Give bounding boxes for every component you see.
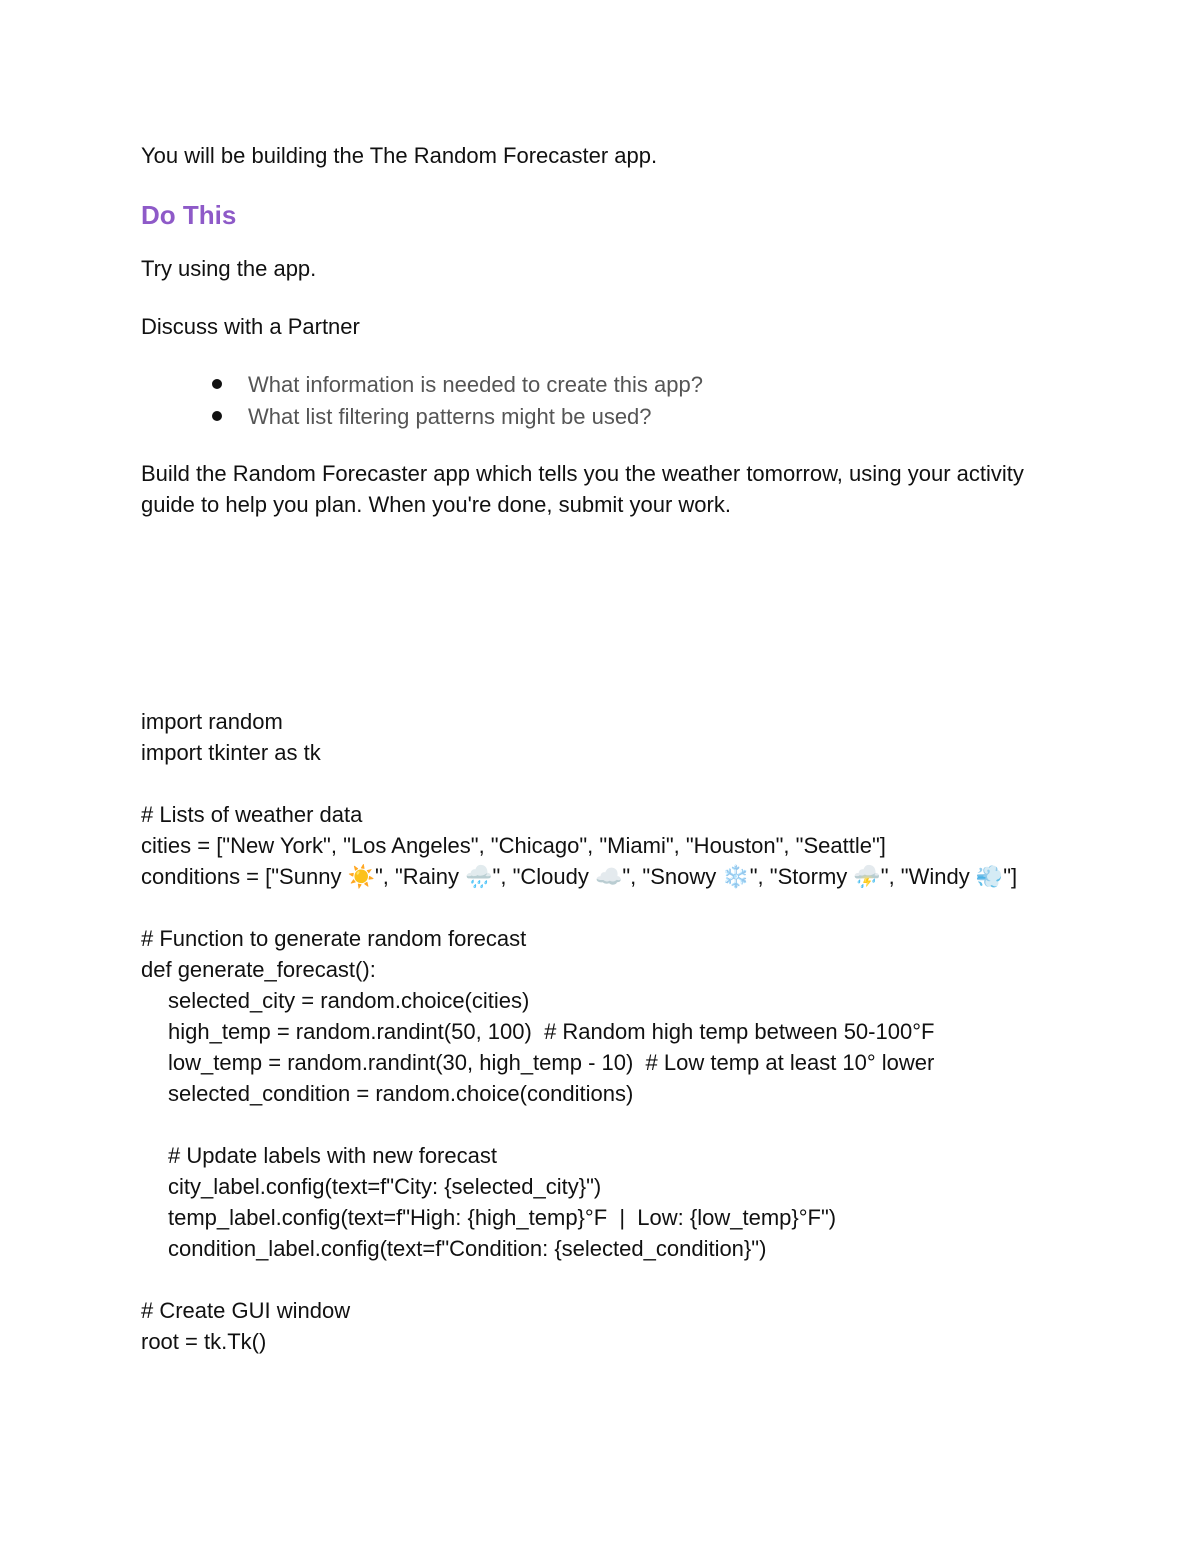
blank-line <box>141 1264 1041 1295</box>
code-comment: # Update labels with new forecast <box>168 1143 497 1168</box>
code-comment: # Function to generate random forecast <box>141 926 527 951</box>
blank-line <box>141 1109 1041 1140</box>
code-line: temp_label.config(text=f"High: {high_temp}°F | Low: {low_temp}°F") <box>168 1205 837 1230</box>
do-this-heading: Do This <box>141 200 237 230</box>
code-comment: # Lists of weather data <box>141 802 363 827</box>
code-comment: # Create GUI window <box>141 1298 351 1323</box>
bullet-text: What list filtering patterns might be used? <box>248 404 652 429</box>
blank-line <box>141 768 1041 799</box>
bullet-text: What information is needed to create this app? <box>248 372 703 397</box>
bullet-icon <box>212 411 222 421</box>
code-line: conditions = ["Sunny ☀️", "Rainy 🌧️", "Cloudy ☁️", "Snowy ❄️", "Stormy ⛈️", "Windy 💨"] <box>141 864 1018 889</box>
intro-text: You will be building the The Random Forecaster app. <box>141 143 658 168</box>
code-line: selected_city = random.choice(cities) <box>168 988 530 1013</box>
code-line: cities = ["New York", "Los Angeles", "Chicago", "Miami", "Houston", "Seattle"] <box>141 833 886 858</box>
code-line: city_label.config(text=f"City: {selected_city}") <box>168 1174 602 1199</box>
code-line: root = tk.Tk() <box>141 1329 267 1354</box>
code-line: condition_label.config(text=f"Condition: {selected_condition}") <box>168 1236 767 1261</box>
list-item <box>212 369 703 400</box>
list-item <box>212 401 652 432</box>
bullet-icon <box>212 379 222 389</box>
blank-line <box>141 892 1041 923</box>
build-instructions: Build the Random Forecaster app which tells you the weather tomorrow, using your activity guide to help you plan. When you're done, submit your work. <box>141 461 1024 517</box>
code-line: high_temp = random.randint(50, 100) # Random high temp between 50-100°F <box>168 1019 935 1044</box>
discuss-text: Discuss with a Partner <box>141 314 360 339</box>
code-line: low_temp = random.randint(30, high_temp - 10) # Low temp at least 10° lower <box>168 1050 935 1075</box>
code-line: import tkinter as tk <box>141 740 321 765</box>
code-line: import random <box>141 709 283 734</box>
code-block <box>141 706 1041 1357</box>
code-line: def generate_forecast(): <box>141 957 376 982</box>
code-line: selected_condition = random.choice(conditions) <box>168 1081 634 1106</box>
try-text: Try using the app. <box>141 256 317 281</box>
